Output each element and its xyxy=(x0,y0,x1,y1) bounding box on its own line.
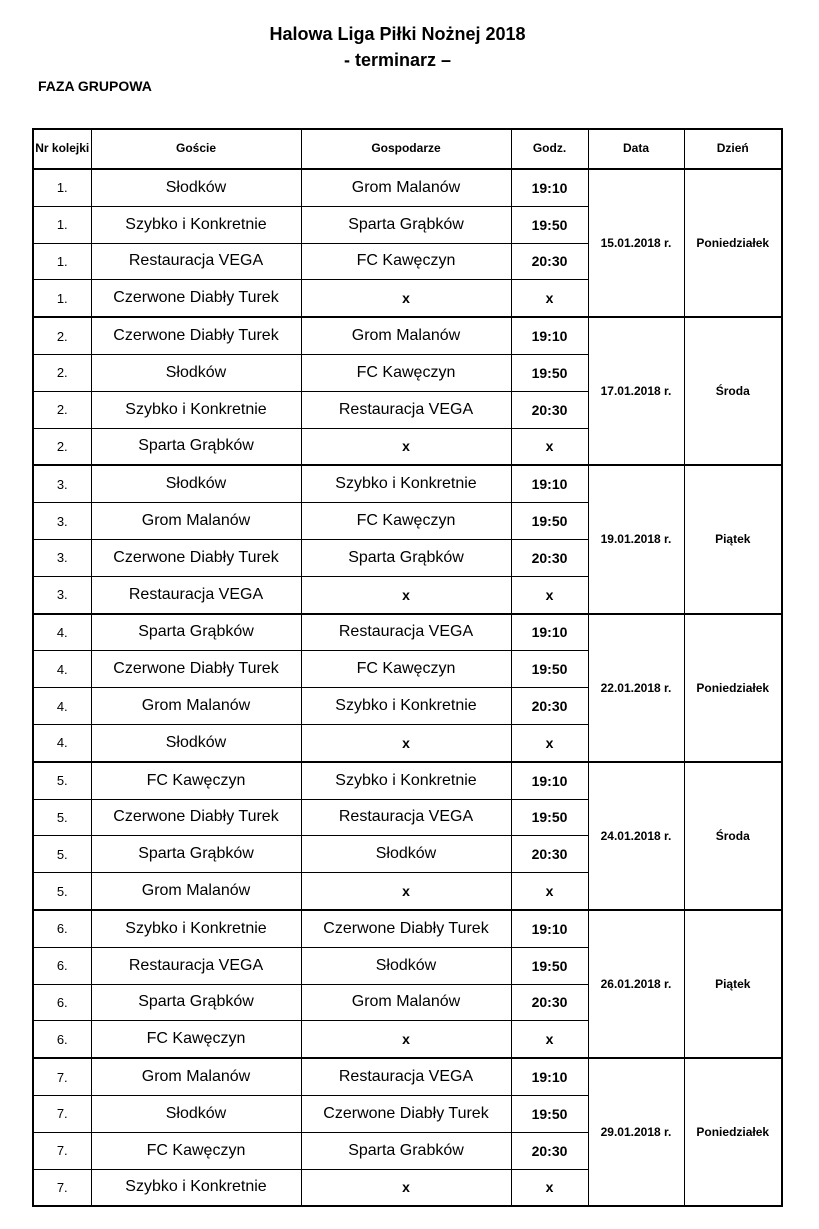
away-team-cell: Restauracja VEGA xyxy=(91,947,301,984)
round-number-cell: 5. xyxy=(33,762,91,799)
match-date-cell: 19.01.2018 r. xyxy=(588,465,684,613)
match-time-cell: x xyxy=(511,280,588,317)
round-group xyxy=(33,317,782,465)
round-number-cell: 3. xyxy=(33,576,91,613)
round-number-cell: 7. xyxy=(33,1058,91,1095)
home-team-cell: Słodków xyxy=(301,836,511,873)
away-team-cell: Czerwone Diabły Turek xyxy=(91,280,301,317)
match-day-cell: Środa xyxy=(684,762,782,910)
match-time-cell: 19:50 xyxy=(511,1095,588,1132)
match-time-cell: x xyxy=(511,576,588,613)
section-heading: FAZA GRUPOWA xyxy=(38,78,152,94)
round-group xyxy=(33,465,782,613)
match-time-cell: 20:30 xyxy=(511,836,588,873)
home-team-cell: Restauracja VEGA xyxy=(301,799,511,836)
match-time-cell: x xyxy=(511,1021,588,1058)
round-number-cell: 6. xyxy=(33,947,91,984)
home-team-cell: FC Kawęczyn xyxy=(301,243,511,280)
home-team-cell: Szybko i Konkretnie xyxy=(301,688,511,725)
round-number-cell: 7. xyxy=(33,1169,91,1206)
home-team-cell: Grom Malanów xyxy=(301,169,511,206)
home-team-cell: x xyxy=(301,724,511,761)
match-time-cell: x xyxy=(511,1169,588,1206)
home-team-cell: Restauracja VEGA xyxy=(301,614,511,651)
round-number-cell: 6. xyxy=(33,910,91,947)
away-team-cell: Szybko i Konkretnie xyxy=(91,910,301,947)
match-time-cell: 20:30 xyxy=(511,984,588,1021)
away-team-cell: Restauracja VEGA xyxy=(91,243,301,280)
match-time-cell: x xyxy=(511,724,588,761)
away-team-cell: Czerwone Diabły Turek xyxy=(91,799,301,836)
away-team-cell: Grom Malanów xyxy=(91,1058,301,1095)
match-date-cell: 24.01.2018 r. xyxy=(588,762,684,910)
home-team-cell: FC Kawęczyn xyxy=(301,354,511,391)
home-team-cell: Restauracja VEGA xyxy=(301,1058,511,1095)
away-team-cell: FC Kawęczyn xyxy=(91,1132,301,1169)
table-row xyxy=(33,910,782,947)
table-row xyxy=(33,614,782,651)
schedule-table xyxy=(32,128,783,1207)
match-date-cell: 17.01.2018 r. xyxy=(588,317,684,465)
away-team-cell: Sparta Grąbków xyxy=(91,614,301,651)
round-number-cell: 4. xyxy=(33,724,91,761)
away-team-cell: FC Kawęczyn xyxy=(91,762,301,799)
match-day-cell: Poniedziałek xyxy=(684,1058,782,1206)
round-group xyxy=(33,614,782,762)
table-row xyxy=(33,762,782,799)
round-group xyxy=(33,910,782,1058)
away-team-cell: Grom Malanów xyxy=(91,503,301,540)
away-team-cell: Grom Malanów xyxy=(91,688,301,725)
match-time-cell: 19:50 xyxy=(511,354,588,391)
home-team-cell: FC Kawęczyn xyxy=(301,503,511,540)
home-team-cell: Restauracja VEGA xyxy=(301,391,511,428)
round-number-cell: 4. xyxy=(33,614,91,651)
match-time-cell: x xyxy=(511,873,588,910)
match-time-cell: 19:10 xyxy=(511,910,588,947)
match-time-cell: 20:30 xyxy=(511,243,588,280)
home-team-cell: Sparta Grąbków xyxy=(301,206,511,243)
match-date-cell: 15.01.2018 r. xyxy=(588,169,684,317)
match-date-cell: 29.01.2018 r. xyxy=(588,1058,684,1206)
away-team-cell: Sparta Grąbków xyxy=(91,984,301,1021)
away-team-cell: Słodków xyxy=(91,1095,301,1132)
away-team-cell: Słodków xyxy=(91,169,301,206)
away-team-cell: Szybko i Konkretnie xyxy=(91,391,301,428)
home-team-cell: x xyxy=(301,576,511,613)
round-number-cell: 4. xyxy=(33,651,91,688)
round-group xyxy=(33,762,782,910)
home-team-cell: Szybko i Konkretnie xyxy=(301,762,511,799)
match-time-cell: 20:30 xyxy=(511,539,588,576)
col-header-time: Godz. xyxy=(511,129,588,169)
col-header-away: Goście xyxy=(91,129,301,169)
match-time-cell: 20:30 xyxy=(511,688,588,725)
round-number-cell: 1. xyxy=(33,243,91,280)
away-team-cell: Restauracja VEGA xyxy=(91,576,301,613)
away-team-cell: Szybko i Konkretnie xyxy=(91,206,301,243)
match-time-cell: 19:50 xyxy=(511,947,588,984)
round-number-cell: 1. xyxy=(33,169,91,206)
away-team-cell: Grom Malanów xyxy=(91,873,301,910)
page-subtitle: - terminarz – xyxy=(343,50,452,70)
match-time-cell: 19:50 xyxy=(511,206,588,243)
col-header-day: Dzień xyxy=(684,129,782,169)
round-number-cell: 2. xyxy=(33,354,91,391)
table-row xyxy=(33,317,782,354)
match-date-cell: 22.01.2018 r. xyxy=(588,614,684,762)
col-header-nr: Nr kolejki xyxy=(33,129,91,169)
match-time-cell: 20:30 xyxy=(511,1132,588,1169)
home-team-cell: Grom Malanów xyxy=(301,317,511,354)
match-day-cell: Poniedziałek xyxy=(684,169,782,317)
round-group xyxy=(33,169,782,317)
match-time-cell: 19:10 xyxy=(511,1058,588,1095)
header-row xyxy=(33,129,782,169)
match-time-cell: 20:30 xyxy=(511,391,588,428)
match-time-cell: 19:10 xyxy=(511,614,588,651)
round-number-cell: 5. xyxy=(33,836,91,873)
round-number-cell: 1. xyxy=(33,280,91,317)
away-team-cell: Szybko i Konkretnie xyxy=(91,1169,301,1206)
round-group xyxy=(33,1058,782,1206)
round-number-cell: 7. xyxy=(33,1132,91,1169)
match-time-cell: 19:10 xyxy=(511,317,588,354)
round-number-cell: 7. xyxy=(33,1095,91,1132)
match-time-cell: 19:10 xyxy=(511,465,588,502)
match-time-cell: 19:50 xyxy=(511,503,588,540)
home-team-cell: Czerwone Diabły Turek xyxy=(301,1095,511,1132)
round-number-cell: 3. xyxy=(33,503,91,540)
match-day-cell: Piątek xyxy=(684,910,782,1058)
round-number-cell: 1. xyxy=(33,206,91,243)
away-team-cell: Sparta Grąbków xyxy=(91,836,301,873)
away-team-cell: Słodków xyxy=(91,354,301,391)
away-team-cell: Czerwone Diabły Turek xyxy=(91,317,301,354)
home-team-cell: x xyxy=(301,280,511,317)
round-number-cell: 6. xyxy=(33,1021,91,1058)
table-row xyxy=(33,169,782,206)
col-header-home: Gospodarze xyxy=(301,129,511,169)
page-title: Halowa Liga Piłki Nożnej 2018 xyxy=(269,24,526,44)
home-team-cell: Sparta Grąbków xyxy=(301,539,511,576)
home-team-cell: Czerwone Diabły Turek xyxy=(301,910,511,947)
round-number-cell: 6. xyxy=(33,984,91,1021)
match-time-cell: 19:50 xyxy=(511,799,588,836)
match-day-cell: Piątek xyxy=(684,465,782,613)
away-team-cell: Czerwone Diabły Turek xyxy=(91,651,301,688)
away-team-cell: Słodków xyxy=(91,465,301,502)
round-number-cell: 5. xyxy=(33,873,91,910)
match-date-cell: 26.01.2018 r. xyxy=(588,910,684,1058)
round-number-cell: 5. xyxy=(33,799,91,836)
away-team-cell: Słodków xyxy=(91,724,301,761)
away-team-cell: Czerwone Diabły Turek xyxy=(91,539,301,576)
round-number-cell: 3. xyxy=(33,465,91,502)
match-time-cell: 19:10 xyxy=(511,169,588,206)
match-time-cell: 19:50 xyxy=(511,651,588,688)
round-number-cell: 2. xyxy=(33,317,91,354)
away-team-cell: FC Kawęczyn xyxy=(91,1021,301,1058)
match-time-cell: 19:10 xyxy=(511,762,588,799)
home-team-cell: x xyxy=(301,873,511,910)
home-team-cell: Grom Malanów xyxy=(301,984,511,1021)
match-day-cell: Środa xyxy=(684,317,782,465)
round-number-cell: 2. xyxy=(33,428,91,465)
round-number-cell: 4. xyxy=(33,688,91,725)
home-team-cell: Słodków xyxy=(301,947,511,984)
home-team-cell: x xyxy=(301,1021,511,1058)
home-team-cell: FC Kawęczyn xyxy=(301,651,511,688)
round-number-cell: 3. xyxy=(33,539,91,576)
home-team-cell: Sparta Grabków xyxy=(301,1132,511,1169)
home-team-cell: Szybko i Konkretnie xyxy=(301,465,511,502)
home-team-cell: x xyxy=(301,428,511,465)
col-header-date: Data xyxy=(588,129,684,169)
home-team-cell: x xyxy=(301,1169,511,1206)
table-row xyxy=(33,465,782,502)
match-time-cell: x xyxy=(511,428,588,465)
table-row xyxy=(33,1058,782,1095)
away-team-cell: Sparta Grąbków xyxy=(91,428,301,465)
round-number-cell: 2. xyxy=(33,391,91,428)
match-day-cell: Poniedziałek xyxy=(684,614,782,762)
